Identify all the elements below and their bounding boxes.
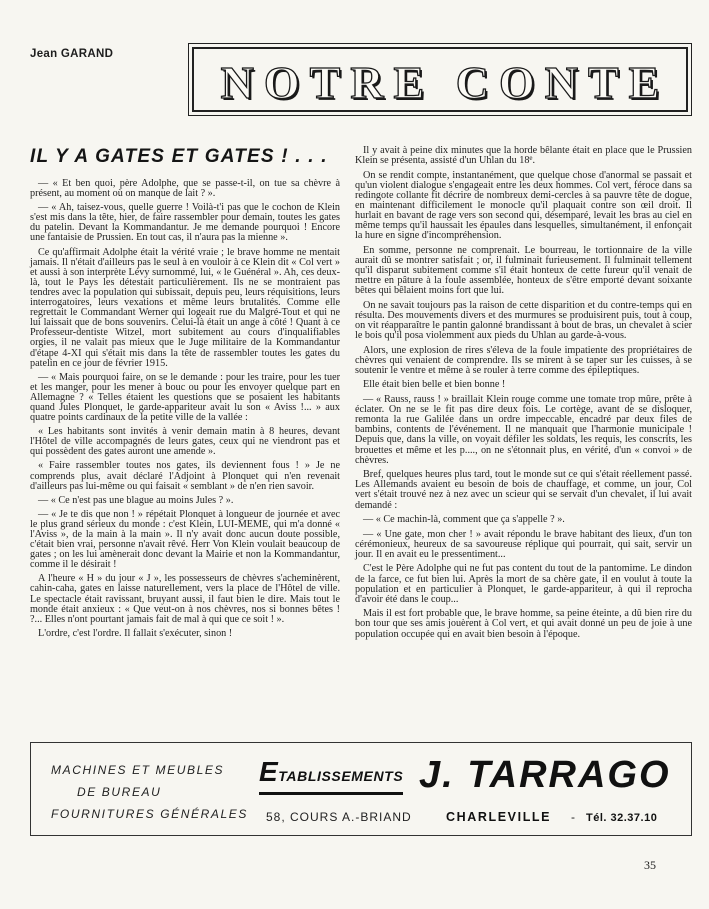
- paragraph: — « Ah, taisez-vous, quelle guerre ! Voilà-t'i pas que le cochon de Klein s'est mis dans la tête, hier, de faire rassembler pour demain, toutes les gates du patelin. Devant la Kommandantur. Je me demande pourquoi ! Encore une fantaisie de Prussien. En tout cas, il n'aura pas la mienne ».: [30, 202, 340, 244]
- paragraph: Alors, une explosion de rires s'éleva de la foule impatiente des propriétaires de chèvres qui venaient de comprendre. Ils se mirent à se taper sur les cuisses, à se soutenir le ventre et même à se rouler à terre comme des épileptiques.: [355, 344, 692, 376]
- paragraph: C'est le Père Adolphe qui ne fut pas content du tout de la pantomime. Le dindon de la farce, ce fut bien lui. Après la mort de sa chère gate, il en voulut à toute la population et en particulier à Plonquet, le garde-appariteur, à qui il reprocha d'avoir été dans le coup...: [355, 563, 692, 605]
- paragraph: Bref, quelques heures plus tard, tout le monde sut ce qui s'était réellement passé. Les Allemands avaient eu besoin de bois de chauffage, et comme, un jour, Col vert s'était trouvé nez à nez avec un scieur qui se servait d'un chevalet, il lui avait demandé :: [355, 469, 692, 511]
- paragraph: « Faire rassembler toutes nos gates, ils deviennent fous ! » Je ne comprends plus, avait déclaré l'Adjoint à Plonquet qui n'en revenait d'ailleurs pas lui-même ou qui faisait « semblant » de n'en rien savoir.: [30, 460, 340, 492]
- paragraph: « Les habitants sont invités à venir demain matin à 8 heures, devant l'Hôtel de ville accompagnés de leurs gates, ceux qui ne viendront pas et qui possèdent des gates auront une amende ».: [30, 426, 340, 458]
- ad-company-name: J. TARRAGO: [419, 754, 671, 796]
- paragraph: — « Rauss, rauss ! » braillait Klein rouge comme une tomate trop mûre, prête à éclater. On ne se le fit pas dire deux fois. Le cortège, avant de se disloquer, remonta la rue Galilée dans un ordre impeccable, encadré par deux files de bambins, contents de l'événement. Il ne manquait que l'harmonie municipale ! Depuis que, dans la ville, on voyait défiler les soldats, les requis, les conscrits, les brouettes et même et les p...., on ne s'étonnait plus, en vérité, d'un « convoi » de chèvres.: [355, 394, 692, 466]
- paragraph: On se rendit compte, instantanément, que quelque chose d'anormal se passait et qu'un violent dialogue s'engageait entre les deux hommes. Col vert, féroce dans sa redingote collante fit décrire de nombreux demi-cercles à sa pauvre tête de dogue, en maintenant difficilement le monocle qu'il plaquait contre son œil droit. Il hurlait en bavant de rage vers son second qui, désemparé, levait les bras au ciel en même temps qu'il haussait les épaules dans lesquelles, simultanément, il enfonçait la hure en signe d'incompréhension.: [355, 169, 692, 242]
- paragraph: — « Je te dis que non ! » répétait Plonquet à longueur de journée et avec le plus grand sérieux du monde : c'est Klein, LUI-MEME, qui m'a donné « l'Aviss », de la main à la main ». Il n'y avait donc aucun doute possible, c'était bien vrai, personne n'avait rêvé. Herr Von Klein voulait beaucoup de gates ; on les lui amènerait donc devant la Mairie et non la Kommandantur, comme il le désirait !: [30, 508, 340, 571]
- paragraph: A l'heure « H » du jour « J », les possesseurs de chèvres s'acheminèrent, cahin-caha, gates en laisse naturellement, vers la place de l'Hôtel de ville. Le spectacle était ravissant, bruyant aussi, il faut bien le dire. Mais tout le monde était anxieux : « Que veut-on à nos chèvres, nos si bonnes bêtes ! ?... Elles n'ont pourtant jamais fait de mal à qui que ce soit ! ».: [30, 573, 340, 625]
- page-number: 35: [644, 858, 656, 872]
- paragraph-text: Il y avait à peine dix minutes que la horde bêlante était en place que le Prussien Klein se présenta, assisté d'un Uhlan du 18: [355, 145, 692, 167]
- paragraph: — « Mais pourquoi faire, on se le demande : pour les traire, pour les tuer et les manger, pour les mener à bouc ou pour les envoyer quelque part en Allemagne ? « Telles étaient les questions que se posaient les habitants quand Jules Plonquet, le garde-appariteur avait lu son « Aviss !... » aux quatre points cardinaux de la petite ville de la vallée :: [30, 371, 340, 424]
- paragraph: On ne savait toujours pas la raison de cette disparition et du contre-temps qui en résulta. Des mouvements divers et des murmures se produisirent puis, tout à coup, on vit réapparaître le pantin galonné brandissant à bout de bras, un chevalet à scier le bois qu'il posa violemment aux pieds du Uhlan au garde-à-vous.: [355, 299, 692, 342]
- ad-phone: Tél. 32.37.10: [586, 812, 658, 824]
- right-text-column: [355, 146, 692, 644]
- paragraph: — « Une gate, mon cher ! » avait répondu le brave habitant des lieux, d'un ton cérémonieux, heureux de sa savoureuse réplique qui pourrait, qui sait, servir un jour. Il en avait eu le pressentiment...: [355, 528, 692, 560]
- ad-products-line-3: FOURNITURES GÉNÉRALES: [51, 807, 248, 821]
- ad-establishment-label: ETABLISSEMENTS: [259, 757, 403, 795]
- paragraph: [355, 146, 692, 166]
- ad-address: 58, COURS A.-BRIAND: [266, 810, 412, 824]
- advertisement-box: [30, 742, 692, 836]
- ad-products-line-1: MACHINES ET MEUBLES: [51, 763, 225, 777]
- left-text-column: [30, 179, 340, 643]
- ad-separator: -: [571, 810, 575, 824]
- author-name: Jean GARAND: [30, 48, 114, 60]
- superscript: e: [529, 154, 533, 163]
- paragraph: L'ordre, c'est l'ordre. Il fallait s'exécuter, sinon !: [38, 627, 233, 639]
- section-header-inner-frame: [192, 47, 688, 112]
- paragraph: Ce qu'affirmait Adolphe était la vérité vraie ; le brave homme ne mentait jamais. Il n'était d'ailleurs pas le seul à en vouloir à ce Klein dit « Col vert » et aussi à son interprète Lévy surnommé, lui, « le Guénéral ». Ah, ces deux-là, tout le Pays les détestait particulièrement. Ils ne se montraient pas tendres avec la population qui subissait, depuis peu, leurs réquisitions, leurs interrogatoires, leurs vexations et même leurs brutalités. Comme elle regrettait le Commandant Werner qui logeait rue du Malgré-Tout et qui ne lui laissait que de bons souvenirs. Celui-là était un ange à côté ! Quant à ce Professeur-dentiste Witzel, mort subitement au cours d'inqualifiables orgies, il ne valait pas mieux que le Juge militaire de la Kommandantur d'étape 4-XI qui s'était mis dans la tête de rassembler toutes les gates du patelin en ce jour de février 1915.: [30, 246, 340, 369]
- paragraph: Elle était bien belle et bien bonne !: [363, 379, 506, 391]
- paragraph-end: .: [532, 155, 536, 167]
- ad-city: CHARLEVILLE: [446, 810, 552, 824]
- paragraph: En somme, personne ne comprenait. Le bourreau, le tortionnaire de la ville aurait dû se montrer satisfait ; or, il fulminait furieusement. Il fulminait tellement qu'il disparut subitement comme s'il était honteux de cette fureur qu'il venait de mettre en pâture à la foule assemblée, honteux de s'être emporté devant soixante bêtes qui bêlaient moins fort que lui.: [355, 244, 692, 297]
- story-title: IL Y A GATES ET GATES ! . . .: [30, 146, 328, 167]
- section-title: NOTRE CONTE: [220, 56, 670, 108]
- paragraph: — « Ce machin-là, comment que ça s'appelle ? ».: [363, 514, 565, 526]
- paragraph: — « Ce n'est pas une blague au moins Jules ? ».: [38, 494, 234, 506]
- ad-products-line-2: DE BUREAU: [77, 785, 162, 799]
- paragraph: Mais il est fort probable que, le brave homme, sa peine éteinte, a dû bien rire du bon tour que ses amis jouèrent à Col vert, et qui avait donné un peu de joie à une population occupée qui en avait bien besoin à l'époque.: [355, 608, 692, 640]
- paragraph: — « Et ben quoi, père Adolphe, que se passe-t-il, on tue sa chèvre à présent, au moment où on manque de lait ? ».: [30, 178, 340, 200]
- section-header-box: [188, 43, 692, 116]
